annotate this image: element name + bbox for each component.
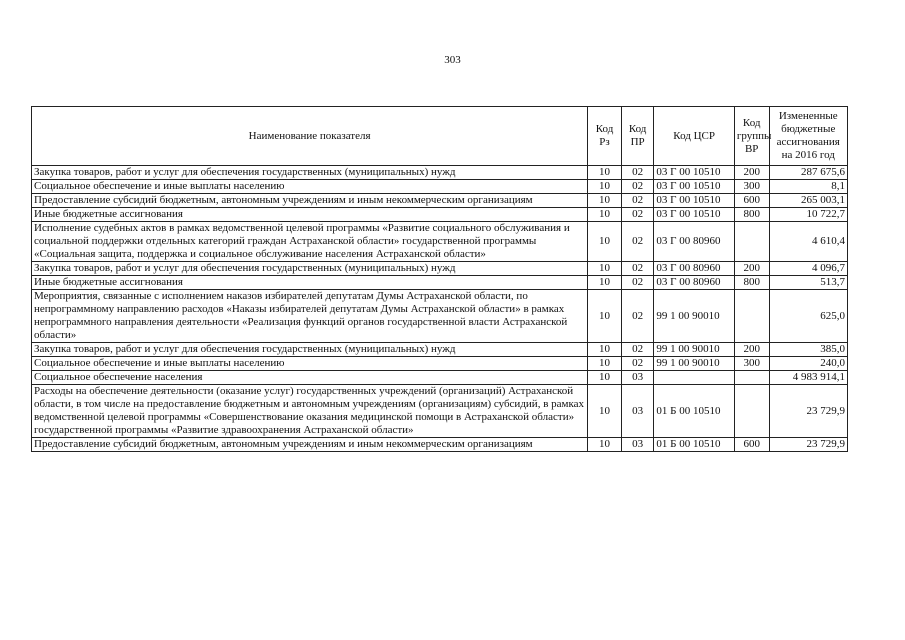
cell-pr: 02	[621, 222, 654, 262]
header-vr: Код группы ВР	[734, 107, 769, 166]
cell-pr: 02	[621, 166, 654, 180]
cell-sum: 8,1	[769, 180, 847, 194]
cell-vr: 200	[734, 262, 769, 276]
cell-name: Закупка товаров, работ и услуг для обеспечения государственных (муниципальных) нужд	[32, 166, 588, 180]
cell-sum: 265 003,1	[769, 194, 847, 208]
cell-pr: 03	[621, 385, 654, 438]
cell-sum: 4 983 914,1	[769, 371, 847, 385]
cell-rz: 10	[588, 357, 622, 371]
cell-sum: 513,7	[769, 276, 847, 290]
cell-sum: 23 729,9	[769, 438, 847, 452]
cell-csr: 03 Г 00 10510	[654, 166, 734, 180]
cell-rz: 10	[588, 180, 622, 194]
cell-vr: 200	[734, 166, 769, 180]
cell-sum: 385,0	[769, 343, 847, 357]
cell-pr: 02	[621, 290, 654, 343]
table-body	[32, 166, 848, 452]
table-row	[32, 208, 848, 222]
table-header	[32, 107, 848, 166]
cell-vr	[734, 385, 769, 438]
header-name: Наименование показателя	[32, 107, 588, 166]
cell-vr	[734, 371, 769, 385]
cell-sum: 4 096,7	[769, 262, 847, 276]
cell-pr: 02	[621, 194, 654, 208]
cell-vr: 300	[734, 180, 769, 194]
cell-name: Иные бюджетные ассигнования	[32, 208, 588, 222]
cell-rz: 10	[588, 438, 622, 452]
table-row	[32, 438, 848, 452]
cell-rz: 10	[588, 262, 622, 276]
cell-vr: 600	[734, 194, 769, 208]
cell-sum: 23 729,9	[769, 385, 847, 438]
table-row	[32, 262, 848, 276]
table-row	[32, 371, 848, 385]
cell-csr: 03 Г 00 10510	[654, 180, 734, 194]
cell-csr	[654, 371, 734, 385]
cell-name: Исполнение судебных актов в рамках ведомственной целевой программы «Развитие социального обслуживания и социальной поддержки отдельных категорий граждан Астраханской области» государственной программы «Социальная защита, поддержка и социальное обслуживание населения Астраханской области»	[32, 222, 588, 262]
cell-rz: 10	[588, 385, 622, 438]
table-row	[32, 222, 848, 262]
cell-pr: 02	[621, 357, 654, 371]
table-row	[32, 194, 848, 208]
cell-name: Предоставление субсидий бюджетным, автономным учреждениям и иным некоммерческим организациям	[32, 438, 588, 452]
cell-csr: 03 Г 00 80960	[654, 276, 734, 290]
cell-name: Социальное обеспечение и иные выплаты населению	[32, 357, 588, 371]
cell-rz: 10	[588, 343, 622, 357]
table-row	[32, 357, 848, 371]
cell-vr: 800	[734, 208, 769, 222]
cell-csr: 99 1 00 90010	[654, 290, 734, 343]
cell-name: Иные бюджетные ассигнования	[32, 276, 588, 290]
table-row	[32, 276, 848, 290]
cell-pr: 03	[621, 438, 654, 452]
cell-name: Предоставление субсидий бюджетным, автономным учреждениям и иным некоммерческим организациям	[32, 194, 588, 208]
cell-rz: 10	[588, 194, 622, 208]
page-number: 303	[444, 54, 461, 66]
table-row	[32, 166, 848, 180]
table-row	[32, 180, 848, 194]
cell-pr: 03	[621, 371, 654, 385]
cell-rz: 10	[588, 166, 622, 180]
cell-csr: 01 Б 00 10510	[654, 385, 734, 438]
header-rz: Код Рз	[588, 107, 622, 166]
cell-rz: 10	[588, 208, 622, 222]
cell-csr: 03 Г 00 80960	[654, 222, 734, 262]
table-row	[32, 343, 848, 357]
cell-rz: 10	[588, 276, 622, 290]
cell-vr: 300	[734, 357, 769, 371]
cell-sum: 240,0	[769, 357, 847, 371]
cell-name: Закупка товаров, работ и услуг для обеспечения государственных (муниципальных) нужд	[32, 343, 588, 357]
header-pr: Код ПР	[621, 107, 654, 166]
cell-csr: 03 Г 00 10510	[654, 208, 734, 222]
header-sum: Измененные бюджетные ассигнования на 2016 год	[769, 107, 847, 166]
cell-pr: 02	[621, 276, 654, 290]
cell-name: Расходы на обеспечение деятельности (оказание услуг) государственных учреждений (организаций) Астраханской области, в том числе на предоставление бюджетным и автономным учреждениям (организациям) субсидий, в рамках ведомственной целевой программы «Совершенствование оказания медицинской помощи в Астраханской области» государственной программы «Развитие здравоохранения Астраханской области»	[32, 385, 588, 438]
cell-vr	[734, 290, 769, 343]
budget-table	[31, 106, 848, 452]
cell-rz: 10	[588, 290, 622, 343]
cell-rz: 10	[588, 371, 622, 385]
cell-vr: 200	[734, 343, 769, 357]
table-row	[32, 385, 848, 438]
header-row	[32, 107, 848, 166]
cell-rz: 10	[588, 222, 622, 262]
header-csr: Код ЦСР	[654, 107, 734, 166]
cell-sum: 625,0	[769, 290, 847, 343]
cell-vr	[734, 222, 769, 262]
cell-sum: 4 610,4	[769, 222, 847, 262]
cell-vr: 600	[734, 438, 769, 452]
cell-sum: 287 675,6	[769, 166, 847, 180]
cell-sum: 10 722,7	[769, 208, 847, 222]
cell-pr: 02	[621, 180, 654, 194]
cell-name: Закупка товаров, работ и услуг для обеспечения государственных (муниципальных) нужд	[32, 262, 588, 276]
cell-name: Социальное обеспечение населения	[32, 371, 588, 385]
cell-csr: 03 Г 00 10510	[654, 194, 734, 208]
cell-name: Социальное обеспечение и иные выплаты населению	[32, 180, 588, 194]
cell-csr: 99 1 00 90010	[654, 343, 734, 357]
table-row	[32, 290, 848, 343]
cell-csr: 99 1 00 90010	[654, 357, 734, 371]
cell-pr: 02	[621, 208, 654, 222]
cell-pr: 02	[621, 262, 654, 276]
cell-vr: 800	[734, 276, 769, 290]
cell-csr: 03 Г 00 80960	[654, 262, 734, 276]
cell-csr: 01 Б 00 10510	[654, 438, 734, 452]
cell-pr: 02	[621, 343, 654, 357]
cell-name: Мероприятия, связанные с исполнением наказов избирателей депутатам Думы Астраханской области, по непрограммному направлению расходов «Наказы избирателей депутатам Думы Астраханской области» в рамках непрограммного направления деятельности «Реализация функций органов государственной власти Астраханской области»	[32, 290, 588, 343]
